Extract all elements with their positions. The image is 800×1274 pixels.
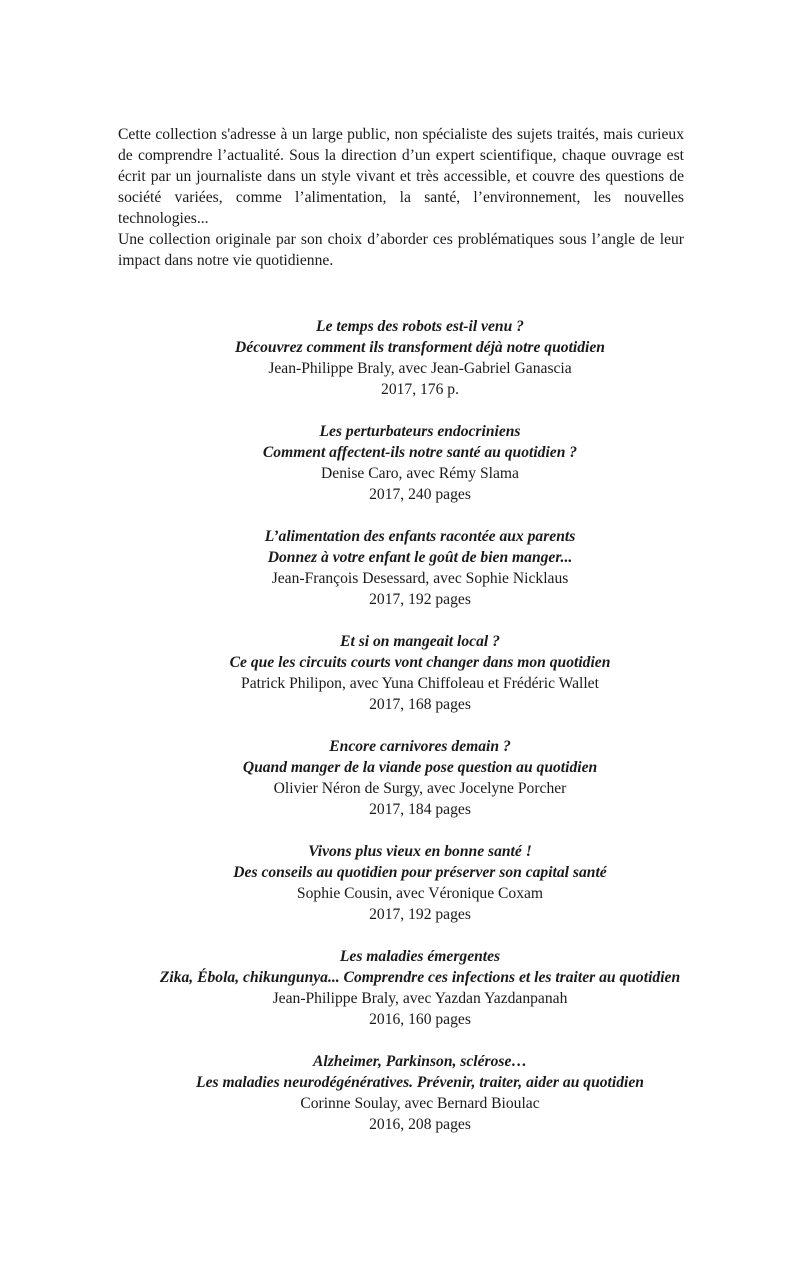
book-title: Vivons plus vieux en bonne santé ! bbox=[308, 843, 532, 860]
book-publication-info: 2017, 168 pages bbox=[369, 696, 471, 713]
book-title: Alzheimer, Parkinson, sclérose… bbox=[312, 1053, 527, 1070]
book-title: Et si on mangeait local ? bbox=[340, 633, 500, 650]
intro-paragraph: Cette collection s'adresse à un large public, non spécialiste des sujets traités, mais curieux de comprendre l’actualité. Sous la direction d’un expert scientifique, chaque ouvrage est écrit par un journaliste dans un style vivant et très accessible, et couvre des questions de société variées, comme l’alimentation, la santé, l’environnement, les nouvelles technologies... bbox=[118, 126, 684, 227]
book-publication-info: 2017, 192 pages bbox=[369, 591, 471, 608]
book-entry bbox=[100, 526, 740, 610]
book-subtitle: Comment affectent-ils notre santé au quotidien ? bbox=[262, 444, 578, 461]
intro-paragraph: Une collection originale par son choix d’aborder ces problématiques sous l’angle de leur impact dans notre vie quotidienne. bbox=[118, 231, 684, 269]
book-publication-info: 2017, 184 pages bbox=[369, 801, 471, 818]
book-authors: Patrick Philipon, avec Yuna Chiffoleau et Frédéric Wallet bbox=[241, 675, 599, 692]
book-authors: Corinne Soulay, avec Bernard Bioulac bbox=[300, 1095, 540, 1112]
book-title: Les maladies émergentes bbox=[339, 948, 501, 965]
book-subtitle: Quand manger de la viande pose question au quotidien bbox=[242, 759, 598, 776]
book-authors: Jean-François Desessard, avec Sophie Nicklaus bbox=[271, 570, 569, 587]
book-authors: Jean-Philippe Braly, avec Yazdan Yazdanpanah bbox=[272, 990, 568, 1007]
book-subtitle: Les maladies neurodégénératives. Prévenir, traiter, aider au quotidien bbox=[196, 1074, 644, 1091]
book-authors: Jean-Philippe Braly, avec Jean-Gabriel Ganascia bbox=[268, 360, 572, 377]
book-publication-info: 2017, 192 pages bbox=[369, 906, 471, 923]
book-authors: Sophie Cousin, avec Véronique Coxam bbox=[296, 885, 544, 902]
book-entry bbox=[100, 421, 740, 505]
book-subtitle: Des conseils au quotidien pour préserver son capital santé bbox=[233, 864, 607, 881]
book-title: L’alimentation des enfants racontée aux parents bbox=[264, 528, 576, 545]
book-entry bbox=[100, 736, 740, 820]
book-authors: Olivier Néron de Surgy, avec Jocelyne Porcher bbox=[273, 780, 567, 797]
book-subtitle: Donnez à votre enfant le goût de bien manger... bbox=[267, 549, 573, 566]
book-entry bbox=[100, 1051, 740, 1135]
book-entry bbox=[100, 841, 740, 925]
collection-description bbox=[118, 124, 684, 271]
book-subtitle: Découvrez comment ils transforment déjà notre quotidien bbox=[235, 339, 605, 356]
book-entry bbox=[100, 631, 740, 715]
book-publication-info: 2016, 160 pages bbox=[369, 1011, 471, 1028]
book-subtitle: Ce que les circuits courts vont changer dans mon quotidien bbox=[229, 654, 611, 671]
book-list bbox=[100, 316, 740, 1156]
book-authors: Denise Caro, avec Rémy Slama bbox=[321, 465, 519, 482]
book-publication-info: 2016, 208 pages bbox=[369, 1116, 471, 1133]
book-title: Les perturbateurs endocriniens bbox=[319, 423, 521, 440]
book-title: Encore carnivores demain ? bbox=[329, 738, 511, 755]
book-title: Le temps des robots est-il venu ? bbox=[316, 318, 524, 335]
book-publication-info: 2017, 176 p. bbox=[381, 381, 459, 398]
book-entry bbox=[100, 316, 740, 400]
book-entry bbox=[100, 946, 740, 1030]
book-publication-info: 2017, 240 pages bbox=[369, 486, 471, 503]
book-subtitle: Zika, Ébola, chikungunya... Comprendre ces infections et les traiter au quotidien bbox=[159, 969, 681, 986]
